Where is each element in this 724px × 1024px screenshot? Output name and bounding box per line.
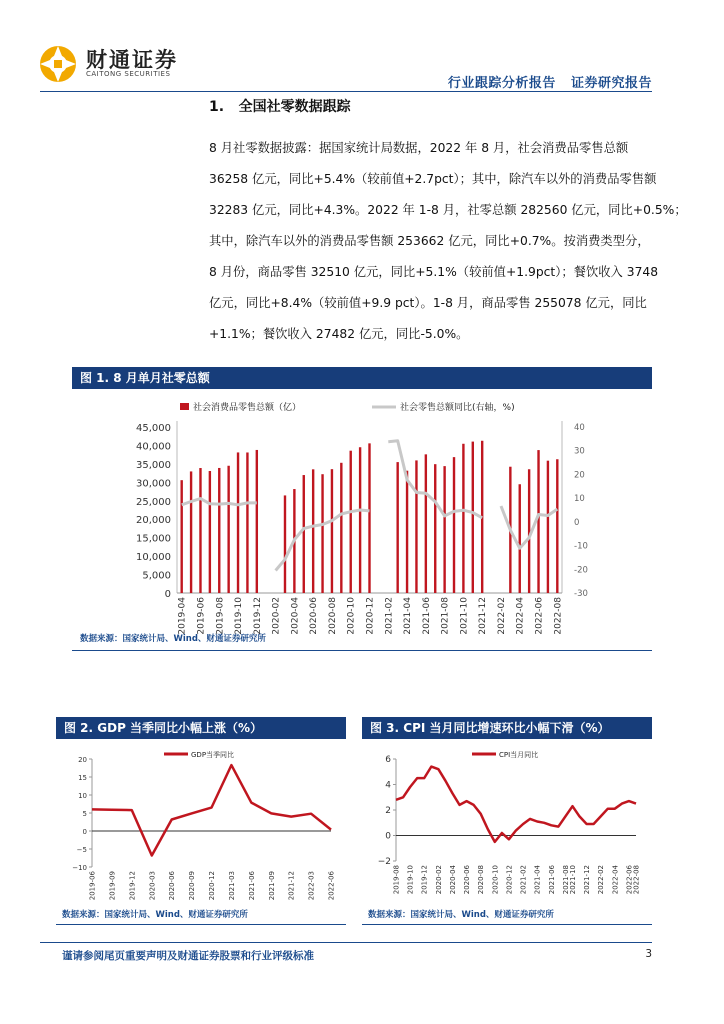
x-tick-label: 2022-03	[307, 871, 316, 901]
bar	[303, 475, 305, 593]
paragraph-line: +1.1%；餐饮收入 27482 亿元，同比-5.0%。	[209, 327, 469, 341]
y-tick-label: −5	[76, 846, 87, 854]
figure-2-source: 数据来源：国家统计局、Wind、财通证券研究所	[62, 910, 248, 920]
figure-1-source: 数据来源：国家统计局、Wind、财通证券研究所	[80, 634, 266, 644]
chart-3-cpi	[362, 741, 652, 903]
figure-1-bottom-rule	[72, 650, 652, 651]
bar	[425, 454, 427, 593]
x-tick-label: 2020-06	[168, 871, 177, 901]
figure-2-bottom-rule	[56, 924, 346, 925]
x-tick-label: 2020-08	[477, 865, 486, 895]
x-tick-label: 2019-10	[234, 597, 245, 635]
x-tick-label: 2020-12	[365, 597, 376, 635]
x-tick-label: 2022-02	[597, 865, 606, 895]
figure-3-title: 图 3. CPI 当月同比增速环比小幅下滑（%）	[362, 717, 652, 739]
bar	[368, 443, 370, 593]
paragraph-line: 8 月社零数据披露：据国家统计局数据，2022 年 8 月，社会消费品零售总额	[209, 141, 629, 155]
legend-label: CPI当月同比	[499, 751, 539, 759]
x-tick-label: 2019-12	[420, 865, 429, 895]
x-tick-label: 2020-12	[208, 871, 216, 901]
x-tick-label: 2022-06	[534, 597, 545, 635]
y-tick-label: −2	[377, 857, 391, 867]
x-tick-label: 2020-04	[290, 597, 301, 635]
brand-name-en: CAITONG SECURITIES	[86, 70, 171, 78]
figure-1-title: 图 1. 8 月单月社零总额	[72, 367, 652, 389]
x-tick-label: 2020-04	[448, 865, 457, 895]
x-tick-label: 2021-04	[403, 597, 414, 635]
chart-2-gdp	[56, 741, 346, 903]
x-tick-label: 2021-06	[247, 871, 256, 901]
x-tick-label: 2019-09	[108, 871, 117, 901]
bar	[537, 450, 539, 593]
x-tick-label: 2022-06	[327, 871, 336, 901]
header-divider	[40, 91, 652, 92]
x-tick-label: 2020-02	[434, 865, 443, 895]
x-tick-label: 2021-04	[533, 865, 542, 895]
legend-bar-swatch	[180, 403, 189, 410]
y-right-tick-label: -10	[574, 541, 588, 552]
y-tick-label: 20	[78, 756, 87, 764]
bar	[237, 452, 239, 593]
figure-3-bottom-rule	[362, 924, 652, 925]
x-tick-label: 2019-06	[88, 871, 97, 901]
report-type: 行业跟踪分析报告 证券研究报告	[447, 76, 652, 91]
x-tick-label: 2020-03	[148, 871, 157, 901]
bar	[396, 462, 398, 593]
section-title: 1. 全国社零数据跟踪	[209, 99, 351, 115]
page-number: 3	[645, 948, 652, 960]
x-tick-label: 2020-10	[491, 865, 500, 895]
bar	[180, 480, 182, 593]
y-tick-label: 0	[82, 828, 87, 836]
chart-1-retail-sales	[72, 391, 652, 641]
x-tick-label: 2020-06	[463, 865, 472, 895]
x-tick-label: 2020-08	[327, 597, 338, 635]
x-tick-label: 2019-12	[252, 597, 263, 635]
figure-3-source: 数据来源：国家统计局、Wind、财通证券研究所	[368, 910, 554, 920]
bar	[406, 471, 408, 593]
y-tick-label: 6	[385, 755, 391, 765]
x-tick-label: 2021-03	[227, 871, 236, 901]
bar	[340, 463, 342, 593]
caitong-logo-icon	[38, 44, 78, 84]
x-tick-label: 2021-12	[478, 597, 489, 635]
y-tick-label: 0	[385, 831, 391, 842]
y-right-tick-label: 20	[574, 470, 585, 481]
y-left-tick-label: 45,000	[136, 423, 171, 434]
x-tick-label: 2021-02	[384, 597, 395, 635]
y-left-tick-label: 10,000	[136, 552, 171, 564]
x-tick-label: 2021-12	[583, 865, 592, 895]
x-tick-label: 2019-08	[392, 865, 401, 895]
paragraph-line: 其中，除汽车以外的消费品零售额 253662 亿元，同比+0.7%。按消费类型分，	[209, 234, 650, 248]
x-tick-label: 2021-06	[421, 597, 432, 635]
bar	[331, 469, 333, 593]
y-left-tick-label: 15,000	[136, 533, 171, 545]
x-tick-label: 2021-02	[519, 865, 528, 895]
paragraph-line: 36258 亿元，同比+5.4%（较前值+2.7pct）；其中，除汽车以外的消费品零售额	[209, 172, 657, 186]
figure-2-title: 图 2. GDP 当季同比小幅上涨（%）	[56, 717, 346, 739]
y-tick-label: 10	[78, 792, 87, 800]
x-tick-label: 2022-06	[625, 865, 634, 895]
bar	[246, 452, 248, 593]
series-line	[92, 765, 331, 855]
bar	[218, 468, 220, 593]
x-tick-label: 2020-02	[271, 597, 282, 635]
y-tick-label: 2	[385, 806, 391, 816]
paragraph-line: 亿元，同比+8.4%（较前值+9.9 pct）。1-8 月，商品零售 255078 亿元，同比	[209, 296, 647, 310]
x-tick-label: 2021-12	[287, 871, 296, 901]
bar	[528, 469, 530, 593]
x-tick-label: 2021-06	[547, 865, 556, 895]
x-tick-label: 2021-08	[561, 865, 570, 895]
x-tick-label: 2022-02	[496, 597, 507, 635]
bar	[284, 495, 286, 593]
y-right-tick-label: 10	[574, 494, 585, 505]
bar	[227, 466, 229, 593]
legend-line-label: 社会零售总额同比(右轴，%)	[400, 403, 515, 413]
bar	[443, 466, 445, 593]
bar	[547, 461, 549, 593]
bar	[453, 457, 455, 593]
bar	[434, 464, 436, 593]
y-left-tick-label: 20,000	[136, 515, 171, 527]
x-tick-label: 2020-10	[346, 597, 357, 635]
y-left-tick-label: 0	[164, 589, 171, 600]
y-left-tick-label: 25,000	[136, 496, 171, 508]
paragraph-line: 8 月份，商品零售 32510 亿元，同比+5.1%（较前值+1.9pct）；餐饮收入 3748	[209, 265, 659, 279]
bar	[350, 451, 352, 593]
y-tick-label: 15	[78, 774, 87, 782]
y-right-tick-label: 30	[574, 446, 585, 457]
series-line	[396, 767, 636, 842]
y-left-tick-label: 5,000	[142, 570, 171, 582]
y-left-tick-label: 35,000	[136, 459, 171, 471]
bar	[209, 471, 211, 593]
x-tick-label: 2019-12	[128, 871, 137, 901]
bar	[462, 444, 464, 593]
y-tick-label: 5	[82, 810, 87, 818]
footer-disclaimer: 谨请参阅尾页重要声明及财通证券股票和行业评级标准	[62, 950, 314, 962]
x-tick-label: 2022-08	[632, 865, 641, 895]
bar	[472, 442, 474, 593]
y-tick-label: −10	[72, 864, 87, 872]
x-tick-label: 2021-10	[568, 865, 577, 895]
y-left-tick-label: 30,000	[136, 478, 171, 490]
x-tick-label: 2022-04	[515, 597, 526, 635]
x-tick-label: 2022-08	[553, 597, 564, 635]
x-tick-label: 2021-10	[459, 597, 470, 635]
y-tick-label: 4	[385, 780, 391, 791]
x-tick-label: 2021-08	[440, 597, 451, 635]
x-tick-label: 2019-06	[196, 597, 207, 635]
bar	[190, 471, 192, 593]
y-right-tick-label: 40	[574, 423, 585, 433]
bar	[519, 484, 521, 593]
x-tick-label: 2021-09	[267, 871, 276, 901]
paragraph-line: 32283 亿元，同比+4.3%。2022 年 1-8 月，社零总额 282560 亿元，同比+0.5%；	[209, 203, 687, 217]
brand-name-cn: 财通证券	[86, 48, 178, 72]
bar	[321, 474, 323, 593]
x-tick-label: 2022-04	[611, 865, 620, 895]
legend-label: GDP当季同比	[191, 751, 235, 759]
x-tick-label: 2020-12	[505, 865, 514, 895]
y-right-tick-label: -30	[574, 589, 588, 599]
bar	[415, 460, 417, 593]
footer-divider	[40, 942, 652, 943]
bar	[359, 447, 361, 593]
legend-bar-label: 社会消费品零售总额（亿）	[193, 403, 302, 413]
y-right-tick-label: -20	[574, 565, 588, 576]
x-tick-label: 2020-09	[188, 871, 197, 901]
bar	[312, 469, 314, 593]
x-tick-label: 2020-06	[309, 597, 320, 635]
bar	[556, 459, 558, 593]
bar	[199, 468, 201, 593]
y-right-tick-label: 0	[574, 517, 580, 528]
x-tick-label: 2019-10	[406, 865, 415, 895]
bar	[256, 450, 258, 593]
x-tick-label: 2019-04	[177, 597, 188, 635]
y-left-tick-label: 40,000	[136, 441, 171, 453]
x-tick-label: 2019-08	[215, 597, 226, 635]
